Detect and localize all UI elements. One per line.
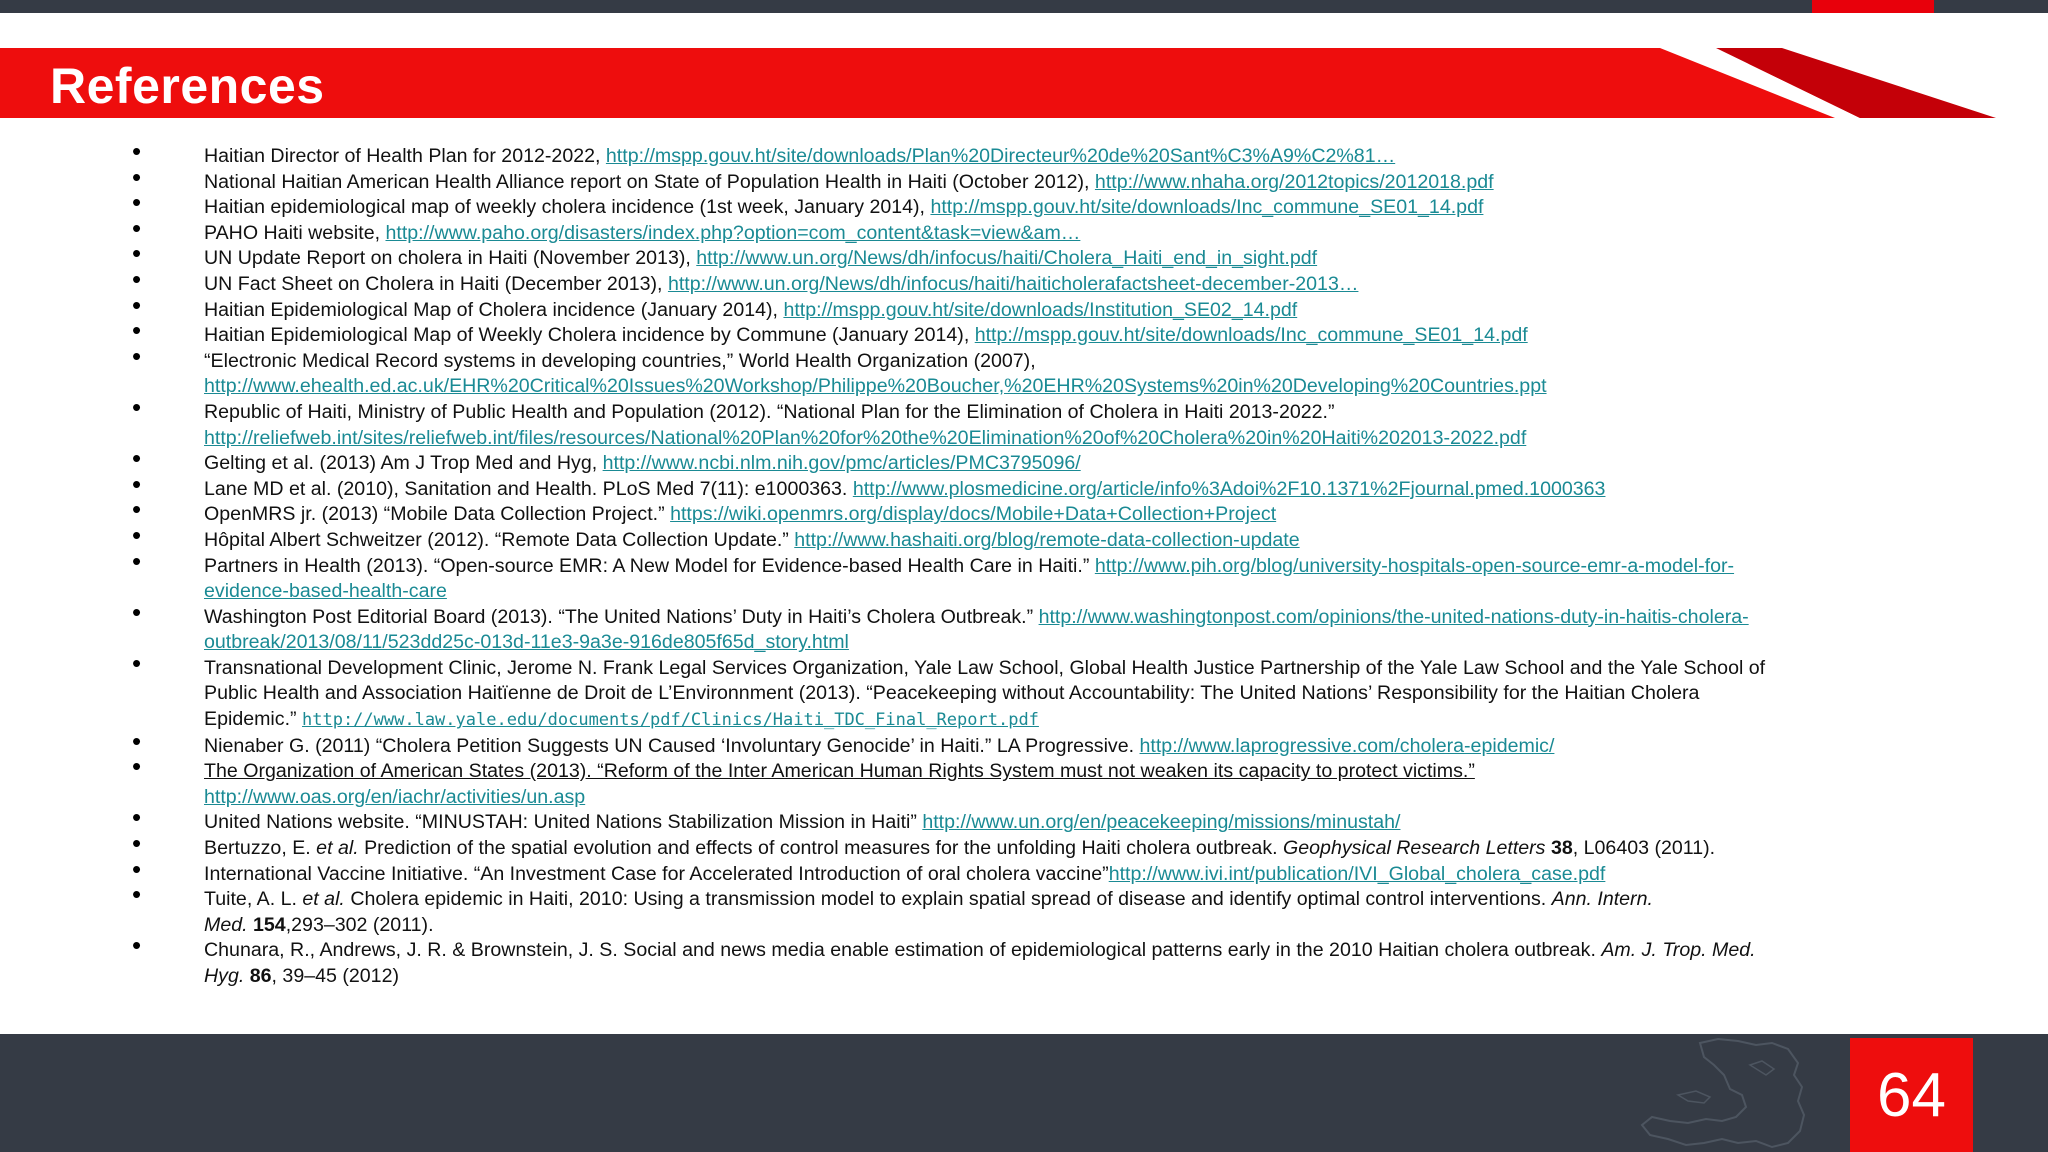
reference-text: Ann. Intern. [1551, 888, 1653, 911]
reference-link[interactable]: http://www.washingtonpost.com/opinions/the-united-nations-duty-in-haitis-cholera- [1038, 605, 1749, 628]
reference-text: Med. [204, 913, 248, 936]
reference-item [128, 340, 1928, 400]
reference-item [128, 161, 1928, 196]
reference-link[interactable]: http://www.ncbi.nlm.nih.gov/pmc/articles/PMC3795096/ [602, 452, 1081, 475]
reference-text: Geophysical Research Letters [1283, 837, 1546, 860]
reference-item [128, 828, 1928, 862]
reference-text: Tuite, A. L. [204, 888, 303, 911]
reference-item [128, 725, 1928, 760]
reference-link[interactable]: http://www.pih.org/blog/university-hospitals-open-source-emr-a-model-for- [1094, 554, 1735, 577]
reference-item [128, 212, 1928, 247]
bullet-icon: • [132, 212, 142, 243]
bullet-icon: • [132, 853, 142, 884]
reference-link[interactable]: http://www.un.org/News/dh/infocus/haiti/Cholera_Haiti_end_in_sight.pdf [696, 247, 1318, 270]
bullet-icon: • [132, 596, 142, 627]
reference-link[interactable]: http://mspp.gouv.ht/site/downloads/Inc_commune_SE01_14.pdf [974, 324, 1528, 347]
haiti-map-outline-icon [1638, 1035, 1814, 1152]
reference-text: Epidemic.” [204, 708, 302, 731]
bullet-icon: • [132, 187, 142, 218]
slide-title: References [50, 58, 325, 114]
reference-link[interactable]: http://mspp.gouv.ht/site/downloads/Institution_SE02_14.pdf [783, 298, 1298, 321]
bullet-icon: • [132, 828, 142, 859]
reference-text: Public Health and Association Haitïenne de Droit de L’Environnment (2013). “Peacekeeping without Accountability: The United Nations’ Responsibility for the Haitian Cholera [204, 682, 1700, 705]
reference-item [128, 468, 1928, 503]
reference-text: ,293–302 (2011). [285, 913, 434, 936]
reference-link[interactable]: http://www.plosmedicine.org/article/info%3Adoi%2F10.1371%2Fjournal.pmed.1000363 [852, 477, 1606, 500]
reference-link[interactable]: http://www.un.org/News/dh/infocus/haiti/haiticholerafactsheet-december-2013… [667, 272, 1359, 295]
reference-text: OpenMRS jr. (2013) “Mobile Data Collection Project.” [204, 503, 671, 526]
reference-item [128, 751, 1928, 810]
reference-text: 86 [249, 965, 272, 987]
reference-text: Bertuzzo, E. [204, 837, 317, 860]
title-band-decoration [1660, 48, 2000, 120]
reference-link[interactable]: evidence-based-health-care [204, 580, 447, 603]
reference-text: National Haitian American Health Alliance report on State of Population Health in Haiti (October 2012), [204, 170, 1095, 193]
reference-text: United Nations website. “MINUSTAH: United Nations Stabilization Mission in Haiti” [204, 811, 923, 834]
reference-link[interactable]: http://www.law.yale.edu/documents/pdf/Clinics/Haiti_TDC_Final_Report.pdf [302, 710, 1039, 731]
reference-text: Hôpital Albert Schweitzer (2012). “Remote Data Collection Update.” [204, 528, 795, 551]
bullet-icon: • [132, 391, 142, 422]
reference-text: Hyg. [204, 965, 245, 987]
reference-text: Haitian Director of Health Plan for 2012-2022, [204, 145, 606, 167]
bullet-icon: • [132, 725, 142, 756]
reference-text: International Vaccine Initiative. “An Investment Case for Accelerated Introduction of oral cholera vaccine” [204, 862, 1109, 885]
reference-item [128, 136, 1928, 170]
reference-link[interactable]: http://www.un.org/en/peacekeeping/missions/minustah/ [922, 811, 1401, 834]
references-list [128, 136, 1928, 990]
bullet-icon: • [132, 289, 142, 320]
reference-item [128, 263, 1928, 298]
bullet-icon: • [132, 751, 142, 782]
reference-link[interactable]: http://www.ivi.int/publication/IVI_Global_cholera_case.pdf [1108, 862, 1606, 885]
reference-item [128, 545, 1928, 605]
reference-item [128, 879, 1928, 938]
top-bar [0, 0, 2048, 13]
reference-link[interactable]: http://www.laprogressive.com/cholera-epidemic/ [1139, 734, 1555, 757]
reference-item [128, 853, 1928, 888]
reference-item [128, 238, 1928, 272]
bullet-icon: • [132, 238, 142, 269]
reference-text: Gelting et al. (2013) Am J Trop Med and Hyg, [204, 452, 603, 475]
reference-link[interactable]: http://www.paho.org/disasters/index.php?option=com_content&task=view&am… [385, 221, 1081, 244]
reference-link[interactable]: https://wiki.openmrs.org/display/docs/Mobile+Data+Collection+Project [670, 503, 1277, 526]
bullet-icon: • [132, 879, 142, 910]
bullet-icon: • [132, 161, 142, 192]
reference-item [128, 187, 1928, 221]
reference-text: 38 [1550, 837, 1573, 860]
reference-text: Republic of Haiti, Ministry of Public Health and Population (2012). “National Plan for the Elimination of Cholera in Haiti 2013-2022.” [204, 400, 1335, 423]
reference-text: 154 [253, 913, 286, 936]
reference-link[interactable]: http://www.nhaha.org/2012topics/2012018.pdf [1094, 170, 1494, 193]
reference-item [128, 802, 1928, 836]
reference-item [128, 930, 1928, 989]
reference-item [128, 391, 1928, 451]
page-number: 64 [1850, 1038, 1973, 1152]
reference-text: Cholera epidemic in Haiti, 2010: Using a transmission model to explain spatial spread of disease and identify optimal control interventions. [344, 888, 1552, 911]
top-accent-bar [1812, 0, 1934, 13]
reference-link[interactable]: http://www.oas.org/en/iachr/activities/un.asp [204, 785, 586, 808]
reference-text: Chunara, R., Andrews, J. R. & Brownstein, J. S. Social and news media enable estimation of epidemiological patterns early in the 2010 Haitian cholera outbreak. [204, 939, 1602, 962]
reference-item [128, 596, 1928, 656]
reference-item [128, 494, 1928, 528]
reference-link[interactable]: http://mspp.gouv.ht/site/downloads/Plan%20Directeur%20de%20Sant%C3%A9%C2%81… [605, 145, 1396, 167]
reference-link[interactable]: http://www.ehealth.ed.ac.uk/EHR%20Critical%20Issues%20Workshop/Philippe%20Boucher,%20EHR%20Systems%20in%20Developing%20Countries.ppt [204, 375, 1547, 398]
reference-text: et al. [316, 837, 359, 860]
reference-text: The Organization of American States (2013). “Reform of the Inter American Human Rights System must not weaken its capacity to protect victims.” [204, 760, 1475, 783]
bullet-icon: • [132, 647, 142, 678]
bullet-icon: • [132, 340, 142, 371]
reference-link[interactable]: outbreak/2013/08/11/523dd25c-013d-11e3-9a3e-916de805f65d_story.html [204, 631, 849, 654]
bullet-icon: • [132, 136, 142, 166]
reference-text: Lane MD et al. (2010), Sanitation and Health. PLoS Med 7(11): e1000363. [204, 477, 853, 500]
reference-text: Nienaber G. (2011) “Cholera Petition Suggests UN Caused ‘Involuntary Genocide’ in Haiti.” LA Progressive. [204, 734, 1140, 757]
reference-text: Prediction of the spatial evolution and effects of control measures for the unfolding Haiti cholera outbreak. [358, 837, 1284, 860]
bullet-icon: • [132, 468, 142, 499]
reference-text: “Electronic Medical Record systems in developing countries,” World Health Organization (2007), [204, 349, 1036, 372]
reference-text: Haitian Epidemiological Map of Cholera incidence (January 2014), [204, 298, 784, 321]
bullet-icon: • [132, 802, 142, 833]
reference-text: Transnational Development Clinic, Jerome N. Frank Legal Services Organization, Yale Law School, Global Health Justice Partnership of the Yale Law School and the Yale School of [204, 656, 1766, 679]
reference-link[interactable]: http://reliefweb.int/sites/reliefweb.int/files/resources/National%20Plan%20for%20the%20Elimination%20of%20Cholera%20in%20Haiti%202013-2022.pdf [204, 426, 1527, 449]
bullet-icon: • [132, 930, 142, 961]
bullet-icon: • [132, 494, 142, 525]
reference-link[interactable]: http://mspp.gouv.ht/site/downloads/Inc_commune_SE01_14.pdf [930, 196, 1484, 219]
bullet-icon: • [132, 519, 142, 550]
bullet-icon: • [132, 545, 142, 576]
bullet-icon: • [132, 263, 142, 294]
reference-item [128, 443, 1928, 477]
bullet-icon: • [132, 315, 142, 346]
reference-text: PAHO Haiti website, [204, 221, 386, 244]
reference-text: Haitian epidemiological map of weekly cholera incidence (1st week, January 2014), [204, 196, 931, 219]
reference-text: Haitian Epidemiological Map of Weekly Cholera incidence by Commune (January 2014), [204, 324, 975, 347]
reference-text: , L06403 (2011). [1572, 837, 1716, 860]
reference-text: UN Update Report on cholera in Haiti (November 2013), [204, 247, 697, 270]
reference-text: et al. [302, 888, 345, 911]
bullet-icon: • [132, 443, 142, 474]
reference-item [128, 315, 1928, 349]
reference-text: Partners in Health (2013). “Open-source EMR: A New Model for Evidence-based Health Care in Haiti.” [204, 554, 1095, 577]
reference-item [128, 519, 1928, 554]
reference-item [128, 289, 1928, 324]
reference-text: Washington Post Editorial Board (2013). “The United Nations’ Duty in Haiti’s Cholera Outbreak.” [204, 605, 1039, 628]
reference-link[interactable]: http://www.hashaiti.org/blog/remote-data-collection-update [794, 528, 1300, 551]
reference-item [128, 647, 1928, 734]
reference-text: UN Fact Sheet on Cholera in Haiti (December 2013), [204, 272, 668, 295]
reference-text: Am. J. Trop. Med. [1601, 939, 1756, 962]
reference-text: , 39–45 (2012) [271, 965, 400, 987]
